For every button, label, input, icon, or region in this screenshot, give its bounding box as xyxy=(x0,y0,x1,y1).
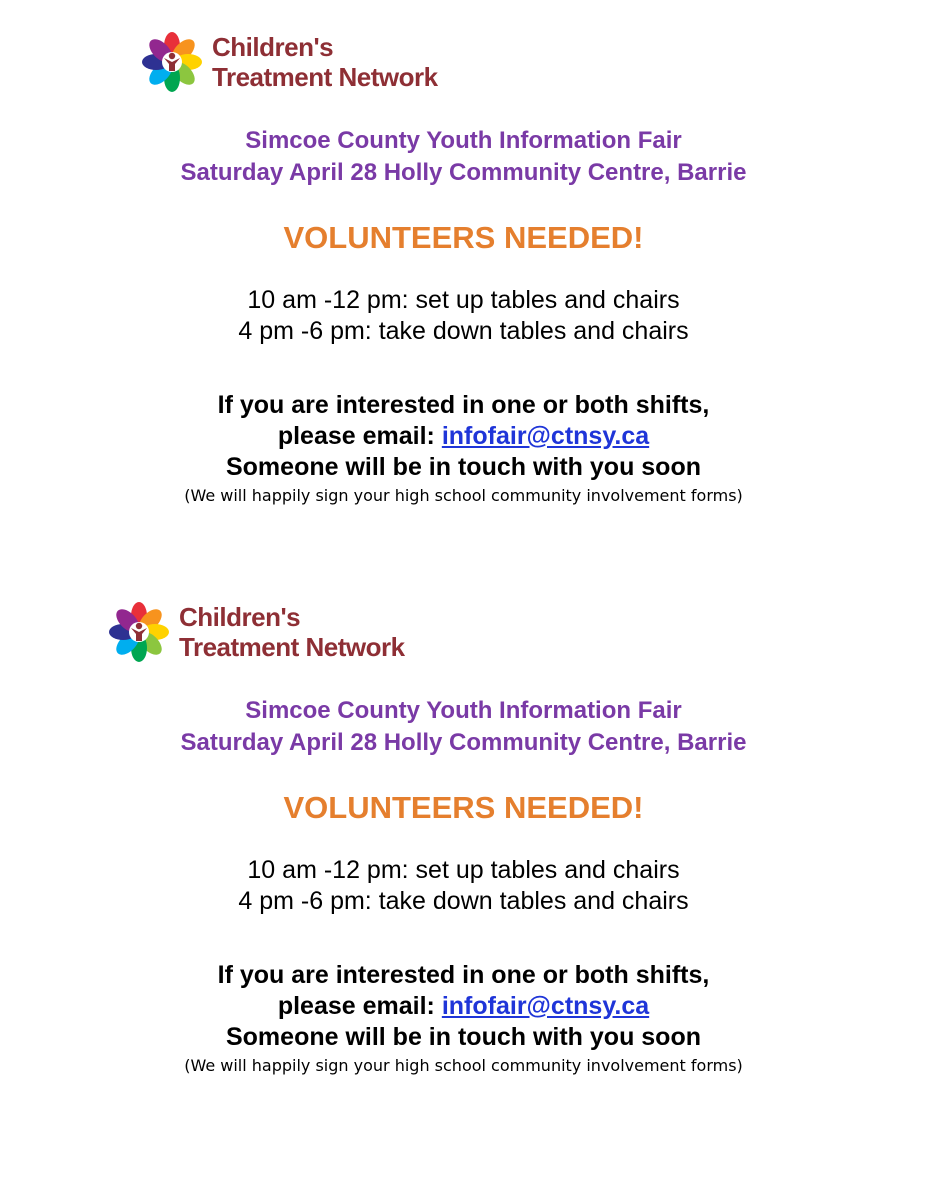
flyer-bottom xyxy=(0,570,927,1130)
contact-note: (We will happily sign your high school community involvement forms) xyxy=(184,1056,743,1075)
flyer-top xyxy=(0,0,927,560)
email-link[interactable]: infofair@ctnsy.ca xyxy=(441,992,650,1020)
volunteers-headline: VOLUNTEERS NEEDED! xyxy=(283,790,644,825)
logo-line-2: Treatment Network xyxy=(212,62,438,92)
shift-item: 4 pm -6 pm: take down tables and chairs xyxy=(238,317,689,345)
contact-line-3: Someone will be in touch with you soon xyxy=(225,453,701,481)
contact-info xyxy=(0,390,927,509)
contact-line-1: If you are interested in one or both shifts, xyxy=(217,961,710,989)
logo-wordmark xyxy=(212,32,438,92)
logo-wordmark xyxy=(179,602,405,662)
contact-email-row xyxy=(0,991,927,1022)
event-details: Saturday April 28 Holly Community Centre, Barrie xyxy=(180,729,747,756)
shift-list xyxy=(0,285,927,347)
contact-note: (We will happily sign your high school community involvement forms) xyxy=(184,486,743,505)
email-prefix: please email: xyxy=(277,992,442,1020)
contact-line-3: Someone will be in touch with you soon xyxy=(225,1023,701,1051)
event-info xyxy=(0,125,927,189)
childrens-treatment-network-logo xyxy=(140,30,438,94)
event-info xyxy=(0,695,927,759)
event-details: Saturday April 28 Holly Community Centre, Barrie xyxy=(180,159,747,186)
shift-item: 4 pm -6 pm: take down tables and chairs xyxy=(238,887,689,915)
event-title: Simcoe County Youth Information Fair xyxy=(245,127,682,154)
flower-logo-icon xyxy=(140,30,204,94)
flower-logo-icon xyxy=(107,600,171,664)
contact-email-row xyxy=(0,421,927,452)
volunteers-headline: VOLUNTEERS NEEDED! xyxy=(283,220,644,255)
logo-line-2: Treatment Network xyxy=(179,632,405,662)
childrens-treatment-network-logo xyxy=(107,600,405,664)
email-link[interactable]: infofair@ctnsy.ca xyxy=(441,422,650,450)
logo-line-1: Children's xyxy=(212,32,334,62)
logo-line-1: Children's xyxy=(179,602,301,632)
contact-info xyxy=(0,960,927,1079)
shift-item: 10 am -12 pm: set up tables and chairs xyxy=(247,856,680,884)
contact-line-1: If you are interested in one or both shifts, xyxy=(217,391,710,419)
shift-item: 10 am -12 pm: set up tables and chairs xyxy=(247,286,680,314)
event-title: Simcoe County Youth Information Fair xyxy=(245,697,682,724)
email-prefix: please email: xyxy=(277,422,442,450)
shift-list xyxy=(0,855,927,917)
